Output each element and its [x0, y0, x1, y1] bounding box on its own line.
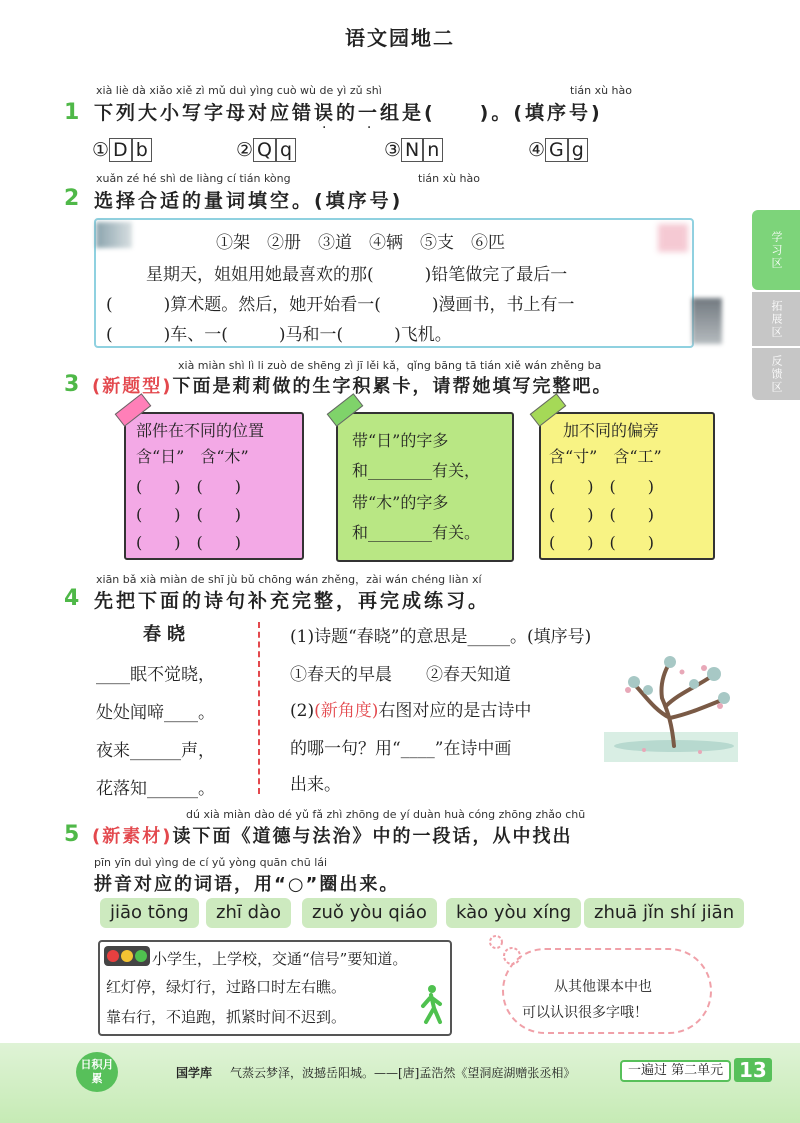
letter-upper: G	[545, 138, 568, 162]
fill-in-box	[94, 218, 694, 348]
option-label: ②	[236, 139, 254, 161]
letter-upper: Q	[253, 138, 276, 162]
pinyin-pill[interactable]: zhī dào	[206, 898, 291, 928]
text-line: ( )算术题。然后，她开始看一( )漫画书，书上有一	[106, 295, 575, 315]
cloud-text: 从其他课本中也	[554, 979, 652, 995]
note-card-3	[539, 412, 715, 560]
question-text: 下列大小写字母对应错误的一组是( )。(填序号)	[94, 102, 603, 124]
footer-band	[0, 1043, 800, 1123]
sub-question-1-options[interactable]: ①春天的早晨 ②春天知道	[290, 665, 511, 685]
card-line: 加不同的偏旁	[563, 421, 660, 440]
note-card-2	[336, 412, 514, 562]
measure-word-options: ①架 ②册 ③道 ④辆 ⑤支 ⑥匹	[216, 233, 505, 253]
letter-lower: g	[568, 138, 588, 162]
sub-question-2-line: 出来。	[290, 775, 341, 795]
dashed-divider	[258, 622, 260, 794]
pinyin-line: dú xià miàn dào dé yǔ fǎ zhì zhōng de yí duàn huà cóng zhōng zhǎo chū	[186, 808, 586, 821]
traffic-light-icon	[104, 946, 150, 966]
question-text: 选择合适的量词填空。(填序号)	[94, 190, 404, 212]
tree-illustration	[604, 654, 738, 762]
pinyin-pill[interactable]: zuǒ yòu qiáo	[302, 898, 437, 928]
card-line: 含“寸” 含“工”	[549, 447, 662, 466]
sub-question-text: 右图对应的是古诗中	[378, 701, 532, 721]
page-number: 13	[734, 1058, 772, 1082]
card-line: 部件在不同的位置	[136, 421, 265, 440]
option-label: ④	[528, 139, 546, 161]
sub-question-2-line: 的哪一句？用“____”在诗中画	[290, 739, 512, 759]
poem-line[interactable]: ____眠不觉晓，	[96, 665, 215, 685]
footer-quote: 气蒸云梦泽，波撼岳阳城。——[唐]孟浩然《望洞庭湖赠张丞相》	[230, 1066, 576, 1080]
question-text: 先把下面的诗句补充完整，再完成练习。	[94, 590, 491, 612]
option-4[interactable]	[528, 138, 588, 162]
card-line: 含“日” 含“木”	[136, 447, 249, 466]
card-line[interactable]: ( ) ( )	[549, 505, 654, 524]
letter-lower: n	[423, 138, 443, 162]
pinyin-line: pīn yīn duì yìng de cí yǔ yòng quān chū lái	[94, 856, 328, 869]
letter-lower: q	[276, 138, 296, 162]
letter-upper: N	[401, 138, 423, 162]
cloud-text: 可以认识很多字哦！	[522, 1005, 648, 1021]
page-title: 语文园地二	[345, 26, 455, 50]
poem-title: 春晓	[143, 624, 191, 645]
rhyme-line[interactable]: 红灯停，绿灯行，过路口时左右瞧。	[106, 978, 347, 996]
sub-question-2	[290, 696, 531, 721]
pinyin-line: tián xù hào	[418, 172, 480, 185]
question-tag: (新素材)	[92, 826, 173, 847]
side-tab-extend[interactable]: 拓展区	[752, 292, 800, 346]
pinyin-pill[interactable]: kào yòu xíng	[446, 898, 581, 928]
text-line: 星期天，姐姐用她最喜欢的那( )铅笔做完了最后一	[146, 265, 568, 285]
question-number: 4	[64, 586, 80, 611]
note-card-1	[124, 412, 304, 560]
unit-tag: 一遍过 第二单元	[620, 1060, 731, 1082]
option-label: ①	[92, 139, 110, 161]
tape-decoration	[327, 393, 364, 427]
rhyme-line[interactable]: 小学生，上学校，交通“信号”要知道。	[152, 950, 408, 968]
option-3[interactable]	[384, 138, 443, 162]
blurred-sticker	[658, 224, 688, 252]
question-text	[92, 822, 572, 848]
pinyin-line: tián xù hào	[570, 84, 632, 97]
card-line[interactable]: ( ) ( )	[549, 477, 654, 496]
thought-bubbles	[486, 934, 526, 974]
question-number: 3	[64, 372, 80, 397]
rhyme-line[interactable]: 靠右行，不追跑，抓紧时间不迟到。	[106, 1008, 347, 1026]
pinyin-line: xuǎn zé hé shì de liàng cí tián kòng	[96, 172, 291, 185]
tape-decoration	[530, 393, 567, 427]
card-line[interactable]: ( ) ( )	[136, 533, 241, 552]
card-line: 带“木”的字多	[352, 493, 449, 512]
pinyin-line: xià liè dà xiǎo xiě zì mǔ duì yìng cuò wù de yì zǔ shì	[96, 84, 382, 97]
pinyin-line: xià miàn shì lì li zuò de shēng zì jī lěi kǎ，qǐng bāng tā tián xiě wán zhěng ba	[178, 359, 602, 372]
side-tab-study[interactable]: 学习区	[752, 210, 800, 290]
pedestrian-icon	[418, 984, 444, 1026]
poem-line[interactable]: 花落知______。	[96, 779, 215, 799]
card-line: 带“日”的字多	[352, 431, 449, 450]
poem-line[interactable]: 夜来______声，	[96, 741, 215, 761]
text-line: ( )车、一( )马和一( )飞机。	[106, 325, 452, 345]
emphasis-dots: · ·	[322, 120, 390, 136]
poem-line[interactable]: 处处闻啼____。	[96, 703, 215, 723]
letter-lower: b	[132, 138, 152, 162]
pinyin-pill[interactable]: zhuā jǐn shí jiān	[584, 898, 744, 928]
card-line[interactable]: 和________有关，	[352, 461, 481, 480]
letter-upper: D	[109, 138, 132, 162]
question-text-body: 下面是莉莉做的生字积累卡，请帮她填写完整吧。	[172, 376, 613, 397]
card-line[interactable]: ( ) ( )	[549, 533, 654, 552]
sub-question-prefix: (2)	[290, 701, 315, 721]
pinyin-line: xiān bǎ xià miàn de shī jù bǔ chōng wán zhěng，zài wán chéng liàn xí	[96, 573, 482, 586]
question-text-body: 读下面《道德与法治》中的一段话，从中找出	[172, 826, 573, 847]
side-tab-feedback[interactable]: 反馈区	[752, 348, 800, 400]
question-text: 拼音对应的词语，用“○”圈出来。	[94, 874, 400, 895]
question-tag: (新题型)	[92, 376, 173, 397]
pinyin-pill[interactable]: jiāo tōng	[100, 898, 199, 928]
footer-logo: 日积月累	[76, 1052, 118, 1092]
option-2[interactable]	[236, 138, 296, 162]
card-line[interactable]: ( ) ( )	[136, 505, 241, 524]
question-number: 2	[64, 186, 80, 211]
option-1[interactable]	[92, 138, 152, 162]
sub-question-1[interactable]: (1)诗题“春晓”的意思是_____。(填序号)	[290, 627, 592, 647]
footer-label: 国学库	[176, 1066, 213, 1080]
card-line[interactable]: ( ) ( )	[136, 477, 241, 496]
question-number: 1	[64, 100, 80, 125]
question-number: 5	[64, 822, 80, 847]
blurred-sticker	[692, 298, 722, 344]
option-label: ③	[384, 139, 402, 161]
blurred-sticker	[96, 222, 132, 248]
card-line[interactable]: 和________有关。	[352, 523, 481, 542]
question-tag: (新角度)	[314, 701, 379, 721]
